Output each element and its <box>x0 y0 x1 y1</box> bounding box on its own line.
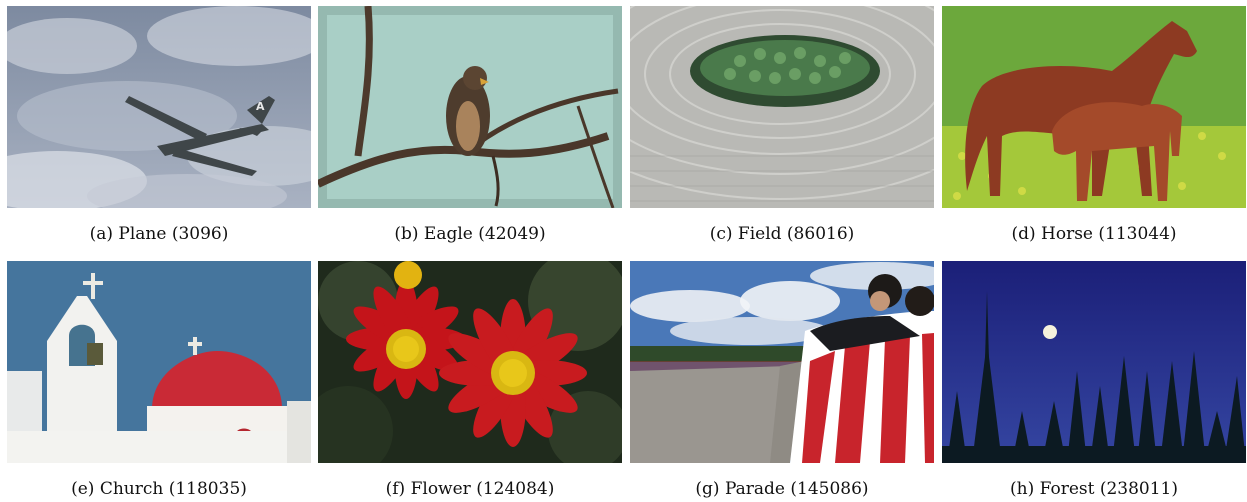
caption-forest: (h) Forest (238011) <box>1009 479 1179 499</box>
field-image <box>630 6 934 208</box>
caption-parade: (g) Parade (145086) <box>695 479 869 499</box>
caption-plane: (a) Plane (3096) <box>89 224 229 244</box>
church-image <box>7 261 311 463</box>
image-grid <box>7 6 1240 499</box>
forest-image <box>942 261 1246 463</box>
plane-image <box>7 6 311 208</box>
caption-field: (c) Field (86016) <box>709 224 855 244</box>
caption-flower: (f) Flower (124084) <box>385 479 555 499</box>
horse-image <box>942 6 1246 208</box>
flower-image <box>318 261 622 463</box>
caption-church: (e) Church (118035) <box>71 479 247 499</box>
svg-text:A: A <box>256 100 265 113</box>
parade-image <box>630 261 934 463</box>
caption-eagle: (b) Eagle (42049) <box>394 224 546 244</box>
eagle-image <box>318 6 622 208</box>
caption-horse: (d) Horse (113044) <box>1011 224 1177 244</box>
